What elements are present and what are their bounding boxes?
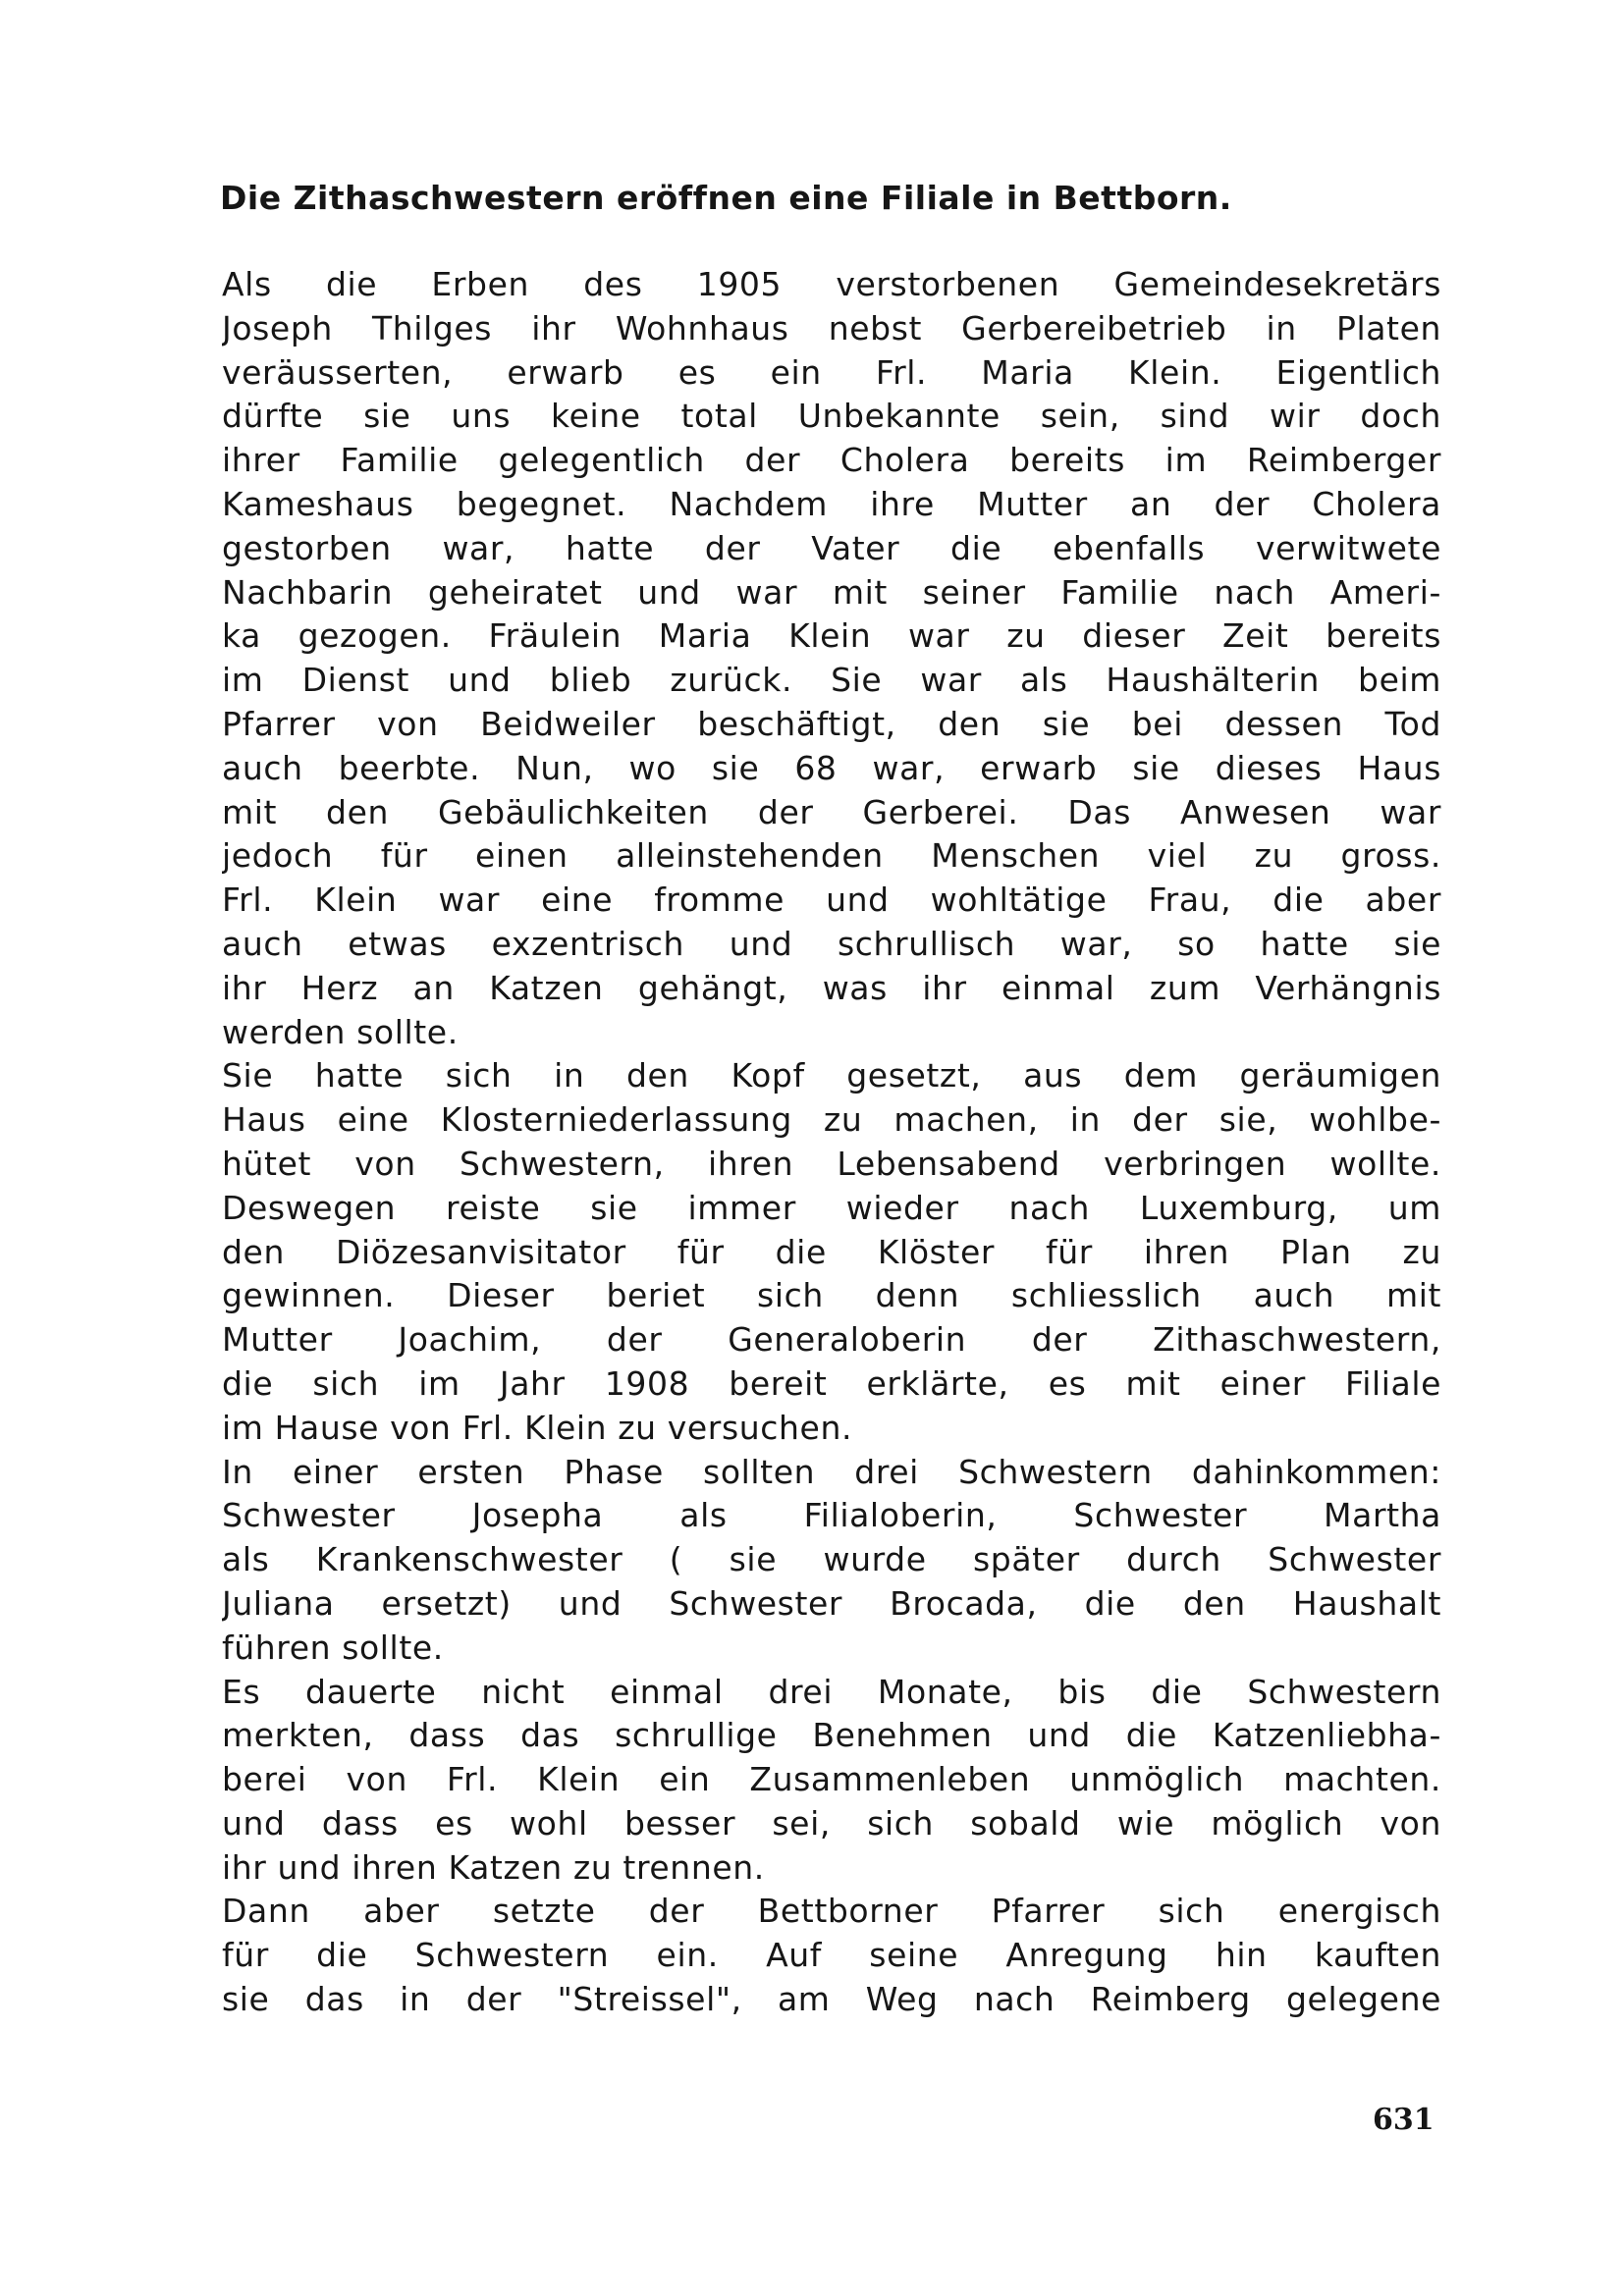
text-line: auch beerbte. Nun, wo sie 68 war, erwarb sie dieses Haus [222, 748, 1441, 787]
text-line: Frl. Klein war eine fromme und wohltätige Frau, die aber [222, 881, 1441, 920]
text-line: auch etwas exzentrisch und schrullisch war, so hatte sie [222, 924, 1441, 963]
text-line: merkten, dass das schrullige Benehmen und die Katzenliebha- [222, 1716, 1441, 1755]
text-line: Haus eine Klosterniederlassung zu machen, in der sie, wohlbe- [222, 1100, 1441, 1140]
text-line: Sie hatte sich in den Kopf gesetzt, aus dem geräumigen [222, 1056, 1441, 1095]
text-line: ihrer Familie gelegentlich der Cholera bereits im Reimberger [222, 441, 1441, 480]
text-line: die sich im Jahr 1908 bereit erklärte, es mit einer Filiale [222, 1363, 1441, 1403]
text-line: dürfte sie uns keine total Unbekannte sein, sind wir doch [222, 397, 1441, 436]
text-line: ka gezogen. Fräulein Maria Klein war zu dieser Zeit bereits [222, 616, 1441, 656]
text-line: den Diözesanvisitator für die Klöster für ihren Plan zu [222, 1232, 1441, 1271]
text-line: im Hause von Frl. Klein zu versuchen. [222, 1408, 853, 1447]
text-line: Mutter Joachim, der Generaloberin der Zithaschwestern, [222, 1320, 1441, 1360]
body-text [222, 263, 1441, 2022]
document-title: Die Zithaschwestern eröffnen eine Filiale in Bettborn. [220, 179, 1232, 217]
text-line: mit den Gebäulichkeiten der Gerberei. Das Anwesen war [222, 792, 1441, 831]
text-line: gewinnen. Dieser beriet sich denn schliesslich auch mit [222, 1276, 1441, 1315]
text-line: veräusserten, erwarb es ein Frl. Maria Klein. Eigentlich [222, 352, 1441, 392]
text-line: ihr und ihren Katzen zu trennen. [222, 1847, 765, 1887]
text-line: Als die Erben des 1905 verstorbenen Gemeindesekretärs [222, 265, 1441, 303]
text-line: Deswegen reiste sie immer wieder nach Luxemburg, um [222, 1188, 1441, 1227]
text-line: Pfarrer von Beidweiler beschäftigt, den sie bei dessen Tod [222, 704, 1441, 743]
text-line: Es dauerte nicht einmal drei Monate, bis die Schwestern [222, 1672, 1441, 1711]
text-line: Dann aber setzte der Bettborner Pfarrer sich energisch [222, 1892, 1441, 1931]
text-line: jedoch für einen alleinstehenden Menschen viel zu gross. [222, 836, 1441, 876]
text-line: Nachbarin geheiratet und war mit seiner Familie nach Ameri- [222, 572, 1441, 612]
text-line: sie das in der "Streissel", am Weg nach Reimberg gelegene [222, 1980, 1441, 2019]
text-line: für die Schwestern ein. Auf seine Anregung hin kauften [222, 1936, 1441, 1975]
text-line: gestorben war, hatte der Vater die ebenfalls verwitwete [222, 528, 1441, 567]
text-line: berei von Frl. Klein ein Zusammenleben unmöglich machten. [222, 1760, 1441, 1799]
text-line: Joseph Thilges ihr Wohnhaus nebst Gerbereibetrieb in Platen [222, 308, 1441, 347]
text-line: In einer ersten Phase sollten drei Schwestern dahinkommen: [222, 1452, 1441, 1491]
text-line: als Krankenschwester ( sie wurde später durch Schwester [222, 1540, 1441, 1579]
text-line: Schwester Josepha als Filialoberin, Schwester Martha [222, 1496, 1441, 1535]
text-line: und dass es wohl besser sei, sich sobald wie möglich von [222, 1803, 1441, 1842]
text-line: Juliana ersetzt) und Schwester Brocada, die den Haushalt [222, 1583, 1441, 1623]
page-number: 631 [1373, 2103, 1435, 2137]
text-line: hütet von Schwestern, ihren Lebensabend verbringen wollte. [222, 1144, 1441, 1183]
text-line: werden sollte. [222, 1012, 459, 1051]
text-line: führen sollte. [222, 1628, 444, 1667]
text-line: im Dienst und blieb zurück. Sie war als Haushälterin beim [222, 661, 1441, 700]
text-line: Kameshaus begegnet. Nachdem ihre Mutter an der Cholera [222, 484, 1441, 523]
text-line: ihr Herz an Katzen gehängt, was ihr einmal zum Verhängnis [222, 968, 1441, 1007]
